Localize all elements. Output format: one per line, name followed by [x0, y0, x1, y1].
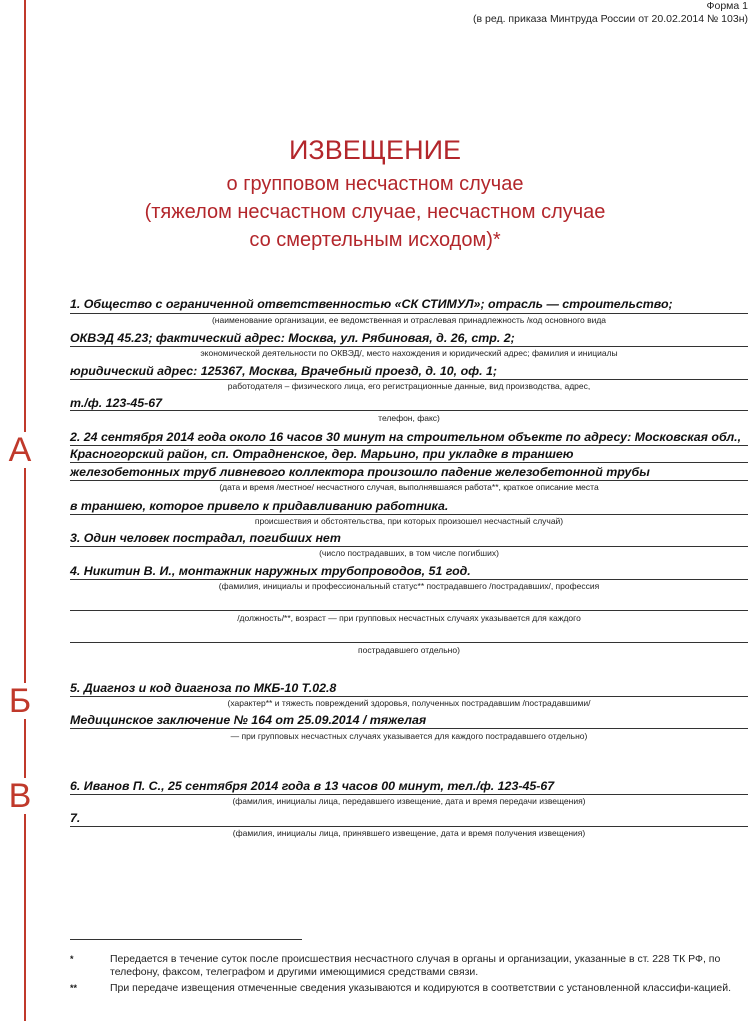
subtitle-line-2: (тяжелом несчастном случае, несчастном случае	[144, 201, 606, 223]
field-rule	[70, 445, 748, 446]
field-4-hint-2: /должность/**, возраст — при групповых несчастных случаях указывается для каждого	[237, 613, 581, 623]
field-rule	[70, 313, 748, 314]
field-1-line-4: т./ф. 123-45-67	[70, 396, 163, 410]
field-rule	[70, 480, 748, 481]
field-1-hint-1: (наименование организации, ее ведомственная и отраслевая принадлежность /код основного вида	[211, 315, 607, 325]
section-letter-v: В	[2, 778, 38, 814]
field-rule	[70, 696, 748, 697]
field-rule	[70, 514, 748, 515]
field-rule	[70, 379, 748, 380]
field-5-hint-2: — при групповых несчастных случаях указывается для каждого пострадавшего отдельно)	[230, 731, 588, 741]
page-title: ИЗВЕЩЕНИЕ	[289, 135, 461, 165]
form-number: Форма 1	[706, 0, 748, 12]
field-5-line-2: Медицинское заключение № 164 от 25.09.2014 / тяжелая	[70, 713, 427, 727]
field-3-line-1: 3. Один человек пострадал, погибших нет	[70, 531, 341, 545]
field-rule	[70, 579, 748, 580]
field-rule	[70, 462, 748, 463]
footnote-rule	[70, 939, 302, 940]
field-1-hint-3: работодателя – физического лица, его регистрационные данные, вид производства, адрес,	[227, 381, 591, 391]
field-1-line-2: ОКВЭД 45.23; фактический адрес: Москва, ул. Рябиновая, д. 26, стр. 2;	[70, 331, 515, 345]
field-2-line-4: в траншею, которое привело к придавливанию работника.	[70, 499, 449, 513]
field-rule	[70, 346, 748, 347]
field-rule	[70, 642, 748, 643]
field-2-line-3: железобетонных труб ливневого коллектора произошло падение железобетонной трубы	[70, 465, 650, 479]
field-1-hint-4: телефон, факс)	[378, 413, 440, 423]
field-rule	[70, 826, 748, 827]
field-4-hint-3: пострадавшего отдельно)	[358, 645, 460, 655]
footnote-2-text: При передаче извещения отмеченные сведения указываются и кодируются в соответствии с установленной классифи-кацией.	[110, 982, 732, 994]
footnote-1-text: Передается в течение суток после происшествия несчастного случая в органы и организации, указанные в ст. 228 ТК РФ, по телефону, факсом, телеграфом и другими имеющимися средствами связи.	[110, 953, 721, 978]
field-rule	[70, 728, 748, 729]
subtitle-line-1: о групповом несчастном случае	[226, 173, 524, 195]
section-letter-a: А	[2, 432, 38, 468]
field-1-hint-2: экономической деятельности по ОКВЭД/, место нахождения и юридический адрес; фамилия и инициалы	[200, 348, 618, 358]
field-rule	[70, 794, 748, 795]
field-2-line-2: Красногорский район, сп. Отрадненское, дер. Марьино, при укладке в траншею	[70, 447, 574, 461]
field-rule	[70, 410, 748, 411]
footnote-2-mark: **	[70, 983, 78, 993]
field-2-line-1: 2. 24 сентября 2014 года около 16 часов 30 минут на строительном объекте по адресу: Московская обл.,	[70, 430, 742, 444]
field-7-hint-1: (фамилия, инициалы лица, принявшего извещение, дата и время получения извещения)	[232, 828, 586, 838]
field-rule	[70, 546, 748, 547]
subtitle-line-3: со смертельным исходом)*	[249, 229, 501, 251]
field-7-line-1: 7.	[70, 811, 81, 825]
field-6-hint-1: (фамилия, инициалы лица, передавшего извещение, дата и время передачи извещения)	[232, 796, 586, 806]
section-letter-b: Б	[2, 683, 38, 719]
field-rule	[70, 610, 748, 611]
field-6-line-1: 6. Иванов П. С., 25 сентября 2014 года в 13 часов 00 минут, тел./ф. 123-45-67	[70, 779, 555, 793]
order-reference: (в ред. приказа Минтруда России от 20.02.2014 № 103н)	[473, 13, 748, 25]
field-2-hint-2: происшествия и обстоятельства, при которых произошел несчастный случай)	[254, 516, 564, 526]
field-3-hint-1: (число пострадавших, в том числе погибших)	[319, 548, 499, 558]
field-1-line-1: 1. Общество с ограниченной ответственностью «СК СТИМУЛ»; отрасль — строительство;	[70, 297, 673, 311]
field-4-hint-1: (фамилия, инициалы и профессиональный статус** пострадавшего /пострадавших/, профессия	[218, 581, 600, 591]
field-5-hint-1: (характер** и тяжесть повреждений здоровья, полученных пострадавшим /пострадавшими/	[227, 698, 591, 708]
field-4-line-1: 4. Никитин В. И., монтажник наружных трубопроводов, 51 год.	[70, 564, 471, 578]
field-2-hint-1: (дата и время /местное/ несчастного случая, выполнявшаяся работа**, краткое описание места	[219, 482, 599, 492]
footnote-1-mark: *	[70, 954, 74, 964]
field-1-line-3: юридический адрес: 125367, Москва, Врачебный проезд, д. 10, оф. 1;	[70, 364, 498, 378]
field-5-line-1: 5. Диагноз и код диагноза по МКБ-10 Т.02.8	[70, 681, 337, 695]
